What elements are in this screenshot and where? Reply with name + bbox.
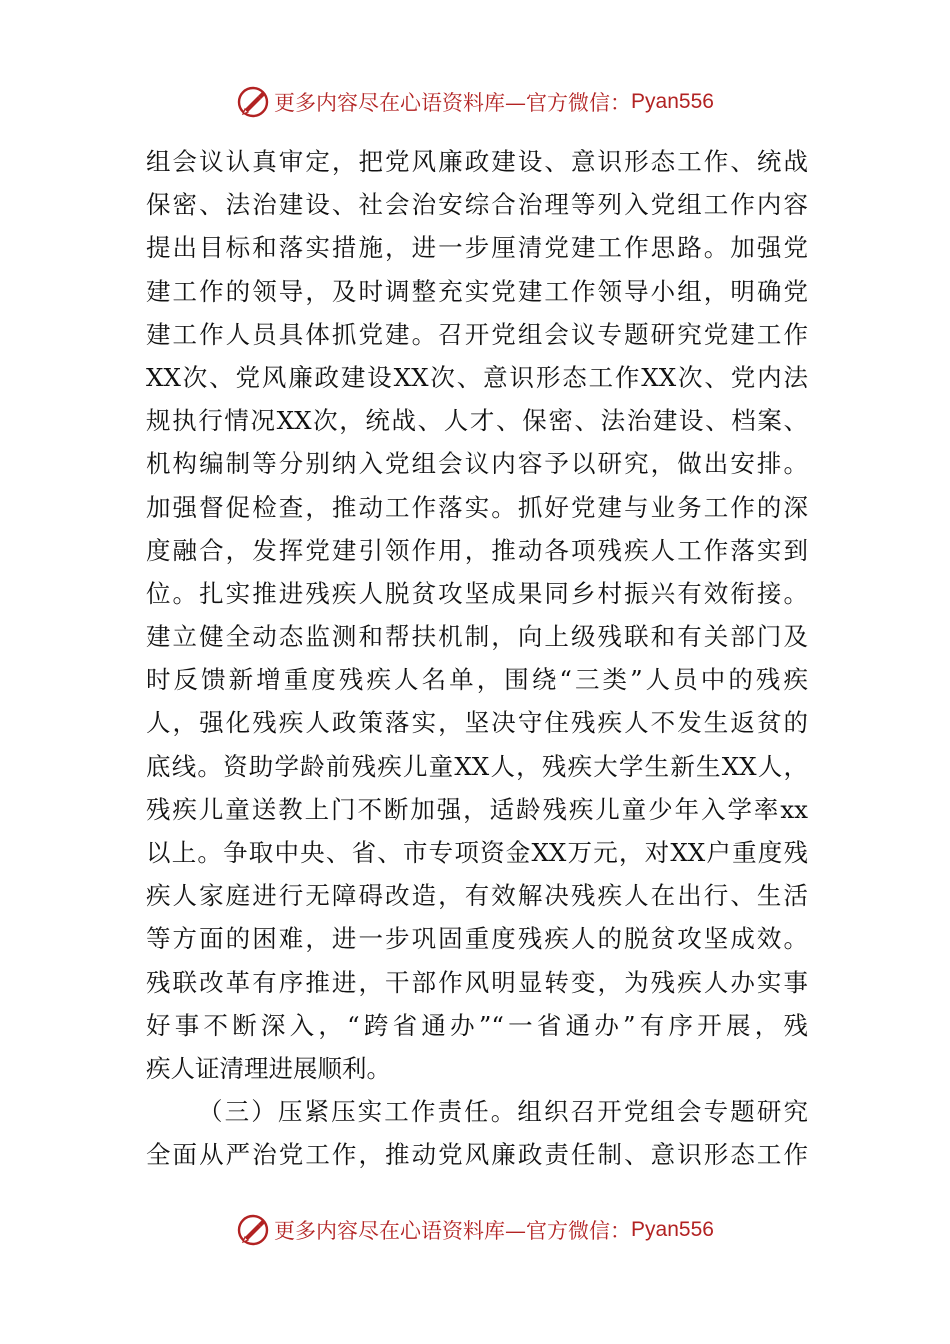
text-line: 提出目标和落实措施，进一步厘清党建工作思路。加强党: [146, 233, 808, 263]
text-line: 残联改革有序推进，干部作风明显转变，为残疾人办实事: [146, 967, 808, 997]
footer-banner-id: Pyan556: [631, 1218, 714, 1241]
text-line: 建工作的领导，及时调整充实党建工作领导小组，明确党: [146, 276, 808, 306]
text-line: 底线。资助学龄前残疾儿童XX人，残疾大学生新生XX人，: [146, 751, 808, 781]
text-line: 加强督促检查，推动工作落实。抓好党建与业务工作的深: [146, 492, 808, 522]
text-line: 位。扎实推进残疾人脱贫攻坚成果同乡村振兴有效衔接。: [146, 578, 808, 608]
text-line: 疾人证清理进展顺利。: [146, 1053, 391, 1083]
text-line: 残疾儿童送教上门不断加强，适龄残疾儿童少年入学率xx: [146, 794, 808, 824]
pen-logo-icon: [236, 85, 270, 119]
text-line: 组会议认真审定，把党风廉政建设、意识形态工作、统战: [146, 147, 808, 176]
text-line: 规执行情况XX次，统战、人才、保密、法治建设、档案、: [146, 406, 808, 436]
text-line: 人，强化残疾人政策落实，坚决守住残疾人不发生返贫的: [146, 708, 808, 738]
text-line: 建立健全动态监测和帮扶机制，向上级残联和有关部门及: [146, 622, 808, 652]
footer-watermark-banner: [0, 1210, 950, 1250]
text-line: 度融合，发挥党建引领作用，推动各项残疾人工作落实到: [146, 535, 808, 565]
header-watermark-banner: [0, 82, 950, 122]
text-line: 全面从严治党工作，推动党风廉政责任制、意识形态工作: [146, 1140, 808, 1170]
pen-logo-icon: [236, 1213, 270, 1247]
header-banner-text: 更多内容尽在心语资料库—官方微信：: [274, 91, 632, 115]
text-line: 以上。争取中央、省、市专项资金XX万元，对XX户重度残: [146, 838, 808, 867]
text-line: 等方面的困难，进一步巩固重度残疾人的脱贫攻坚成效。: [146, 924, 808, 954]
header-banner-id: Pyan556: [631, 90, 714, 113]
footer-banner-text: 更多内容尽在心语资料库—官方微信：: [274, 1219, 632, 1243]
text-line: XX次、党风廉政建设XX次、意识形态工作XX次、党内法: [146, 362, 808, 392]
text-line: 保密、法治建设、社会治安综合治理等列入党组工作内容: [146, 190, 808, 220]
text-line: 机构编制等分别纳入党组会议内容予以研究，做出安排。: [146, 449, 808, 479]
text-line: （三）压紧压实工作责任。组织召开党组会专题研究: [198, 1097, 808, 1127]
text-line: 疾人家庭进行无障碍改造，有效解决残疾人在出行、生活: [146, 881, 808, 911]
text-line: 时反馈新增重度残疾人名单，围绕“三类”人员中的残疾: [146, 665, 808, 695]
document-body: [146, 140, 808, 1177]
text-line: 好事不断深入，“跨省通办”“一省通办”有序开展，残: [146, 1010, 808, 1040]
text-line: 建工作人员具体抓党建。召开党组会议专题研究党建工作: [146, 319, 808, 349]
